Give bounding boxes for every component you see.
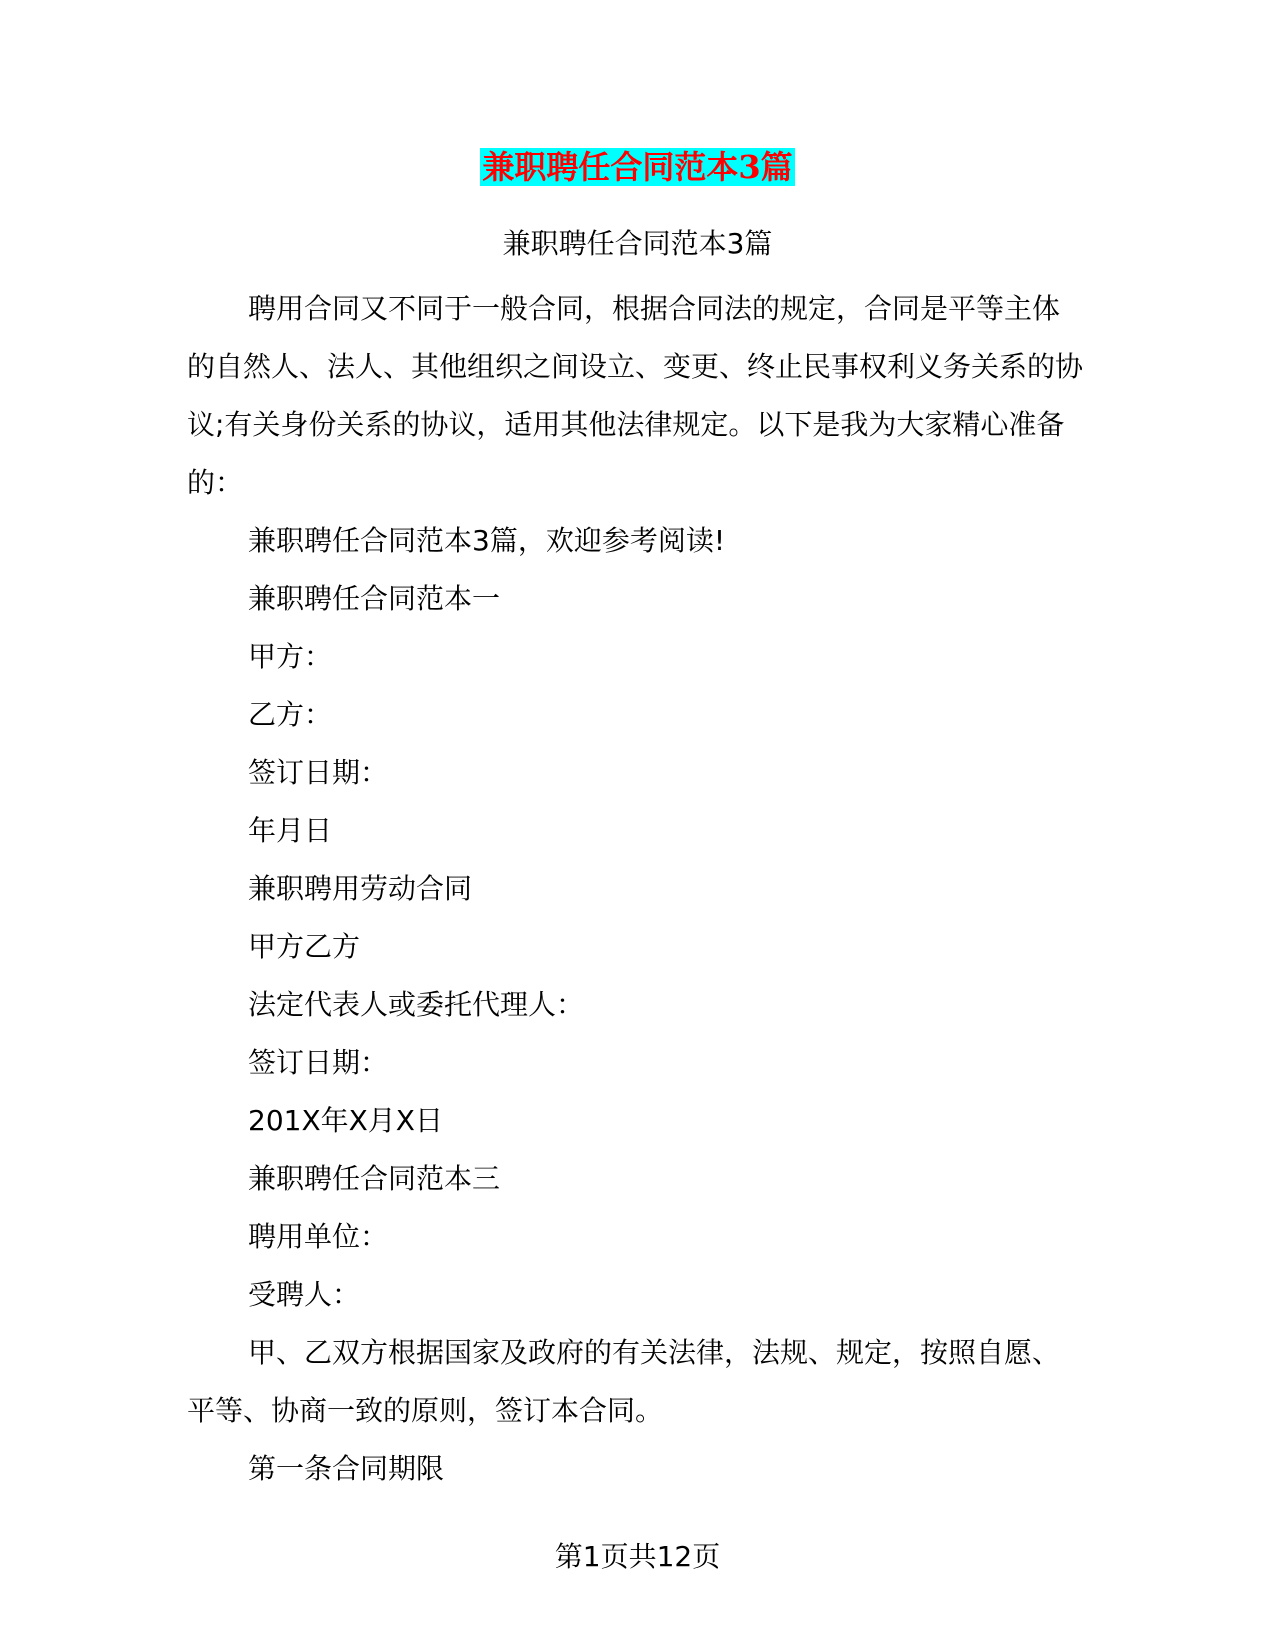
party-a-line: 甲方： xyxy=(248,640,333,673)
signing-date-line-2: 签订日期： xyxy=(248,1046,389,1079)
paragraph-intro: 聘用合同又不同于一般合同，根据合同法的规定，合同是平等主体的自然人、法人、其他组织之间设立、变更、终止民事权利义务关系的协议;有关身份关系的协议，适用其他法律规定。以下是我为大家精心准备的： xyxy=(187,292,1084,499)
legal-representative-line: 法定代表人或委托代理人： xyxy=(248,988,585,1021)
document-title-text: 兼职聘任合同范本3篇 xyxy=(482,148,793,186)
article-one-heading: 第一条合同期限 xyxy=(248,1452,445,1485)
date-placeholder-line: 年月日 xyxy=(248,814,333,847)
document-subtitle: 兼职聘任合同范本3篇 xyxy=(502,227,773,260)
agreement-paragraph: 甲、乙双方根据国家及政府的有关法律，法规、规定，按照自愿、平等、协商一致的原则，签订本合同。 xyxy=(187,1336,1061,1427)
party-b-line: 乙方： xyxy=(248,698,333,731)
paragraph-welcome: 兼职聘任合同范本3篇，欢迎参考阅读! xyxy=(248,524,726,557)
section-heading-labor-contract: 兼职聘用劳动合同 xyxy=(248,872,473,905)
employee-line: 受聘人： xyxy=(248,1278,361,1311)
date-line: 201X年X月X日 xyxy=(248,1104,443,1137)
parties-line: 甲方乙方 xyxy=(248,930,361,963)
employer-line: 聘用单位： xyxy=(248,1220,389,1253)
section-heading-sample-one: 兼职聘任合同范本一 xyxy=(248,582,501,615)
section-heading-sample-three: 兼职聘任合同范本三 xyxy=(248,1162,501,1195)
document-body xyxy=(187,280,1087,1498)
page-number-footer: 第1页共12页 xyxy=(554,1540,721,1573)
signing-date-line: 签订日期： xyxy=(248,756,389,789)
document-title xyxy=(0,146,1275,188)
